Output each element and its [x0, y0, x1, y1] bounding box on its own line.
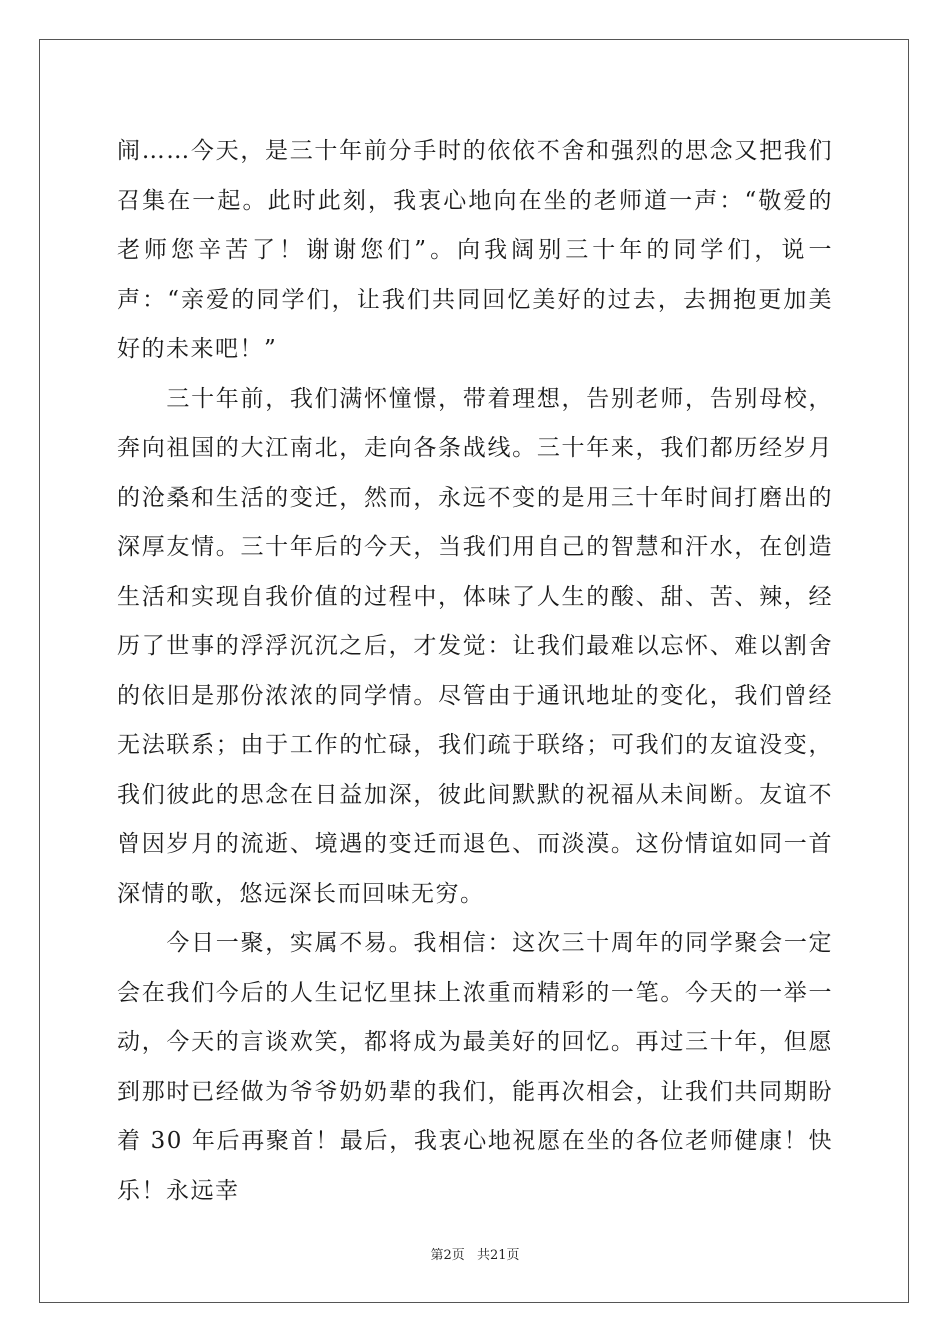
paragraph-1: 闹……今天，是三十年前分手时的依依不舍和强烈的思念又把我们召集在一起。此时此刻，我衷心地向在坐的老师道一声：“敬爱的老师您辛苦了！谢谢您们”。向我阔别三十年的同学们，说一声：“亲爱的同学们，让我们共同回忆美好的过去，去拥抱更加美好的未来吧！”: [117, 138, 833, 362]
paragraph-2: [117, 375, 833, 920]
page-total: 共21页: [476, 1248, 520, 1263]
paragraph-3-text: 今日一聚，实属不易。我相信：这次三十周年的同学聚会一定会在我们今后的人生记忆里抹上浓重而精彩的一笔。今天的一举一动，今天的言谈欢笑，都将成为最美好的回忆。再过三十年，但愿到那时已经做为爷爷奶奶辈的我们，能再次相会，让我们共同期盼着 30 年后再聚首！最后，我衷心地祝愿在坐的各位老师健康！快乐！永远幸: [117, 930, 834, 1204]
page-number: 第2页: [430, 1248, 465, 1263]
page-footer: [0, 1244, 950, 1263]
document-body: [117, 127, 833, 1216]
paragraph-2-text: 三十年前，我们满怀憧憬，带着理想，告别老师，告别母校，奔向祖国的大江南北，走向各条战线。三十年来，我们都历经岁月的沧桑和生活的变迁，然而，永远不变的是用三十年时间打磨出的深厚友情。三十年后的今天，当我们用自己的智慧和汗水，在创造生活和实现自我价值的过程中，体味了人生的酸、甜、苦、辣，经历了世事的浮浮沉沉之后，才发觉：让我们最难以忘怀、难以割舍的依旧是那份浓浓的同学情。尽管由于通讯地址的变化，我们曾经无法联系；由于工作的忙碌，我们疏于联络；可我们的友谊没变，我们彼此的思念在日益加深，彼此间默默的祝福从未间断。友谊不曾因岁月的流逝、境遇的变迁而退色、而淡漠。这份情谊如同一首深情的歌，悠远深长而回味无穷。: [117, 385, 834, 907]
paragraph-3: [117, 919, 833, 1216]
